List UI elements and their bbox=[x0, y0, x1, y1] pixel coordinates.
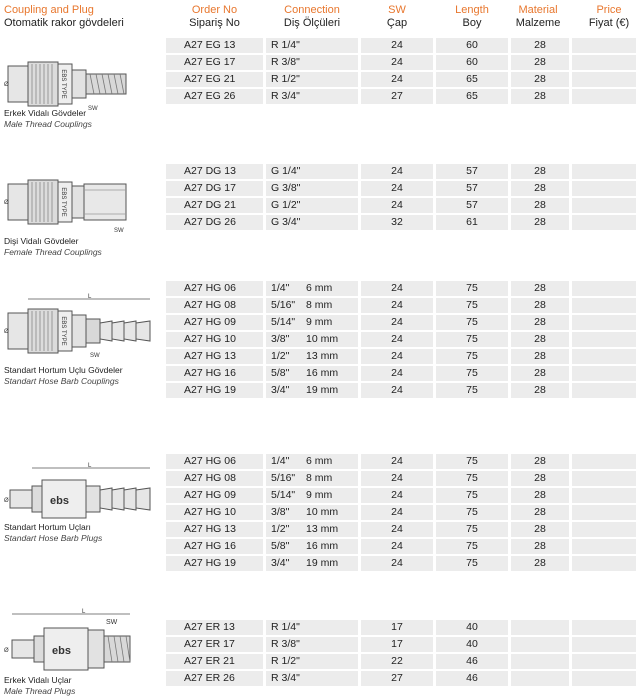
connection: R 3/4" bbox=[266, 89, 358, 104]
connection bbox=[266, 539, 358, 554]
caption-tr: Dişi Vidalı Gövdeler bbox=[4, 236, 79, 246]
connection bbox=[266, 349, 358, 364]
sw: 24 bbox=[361, 315, 433, 330]
material: 28 bbox=[511, 539, 569, 554]
length: 46 bbox=[436, 671, 508, 686]
sw: 24 bbox=[361, 505, 433, 520]
sw-label: SW bbox=[90, 353, 100, 359]
order-no: A27 HG 08 bbox=[166, 298, 263, 313]
material: 28 bbox=[511, 366, 569, 381]
connection-mm: 9 mm bbox=[306, 316, 333, 328]
order-no: A27 HG 10 bbox=[166, 505, 263, 520]
connection bbox=[266, 556, 358, 571]
caption-female-thread-couplings bbox=[4, 236, 102, 258]
header-sw-en: SW bbox=[388, 4, 406, 16]
table-row bbox=[166, 471, 636, 486]
order-no: A27 ER 17 bbox=[166, 637, 263, 652]
price bbox=[572, 539, 636, 554]
connection-inch: 5/8" bbox=[271, 540, 290, 552]
connection-mm: 13 mm bbox=[306, 350, 339, 362]
sw: 24 bbox=[361, 198, 433, 213]
connection-mm: 19 mm bbox=[306, 384, 339, 396]
connection-inch: 5/16" bbox=[271, 472, 296, 484]
header-material-en: Material bbox=[518, 4, 558, 16]
connection-inch: 5/14" bbox=[271, 489, 296, 501]
order-no: A27 DG 17 bbox=[166, 181, 263, 196]
price bbox=[572, 55, 636, 70]
price bbox=[572, 38, 636, 53]
connection-inch: 3/8" bbox=[271, 506, 290, 518]
length: 75 bbox=[436, 539, 508, 554]
header-order-en: Order No bbox=[191, 4, 238, 16]
connection bbox=[266, 505, 358, 520]
table-row bbox=[166, 198, 636, 213]
header-connection-en: Connection bbox=[284, 4, 340, 16]
connection bbox=[266, 332, 358, 347]
price bbox=[572, 349, 636, 364]
length: 75 bbox=[436, 332, 508, 347]
sw: 24 bbox=[361, 539, 433, 554]
diameter-label: Ø bbox=[4, 648, 9, 654]
table-row bbox=[166, 366, 636, 381]
brand-label: ebs bbox=[50, 495, 69, 507]
connection: R 1/4" bbox=[266, 620, 358, 635]
sw: 24 bbox=[361, 383, 433, 398]
order-no: A27 HG 13 bbox=[166, 522, 263, 537]
connection-inch: 1/2" bbox=[271, 350, 290, 362]
caption-en: Male Thread Couplings bbox=[4, 119, 92, 129]
price bbox=[572, 366, 636, 381]
sw-label: SW bbox=[114, 228, 124, 234]
length: 75 bbox=[436, 505, 508, 520]
table-row bbox=[166, 383, 636, 398]
connection bbox=[266, 281, 358, 296]
order-no: A27 ER 13 bbox=[166, 620, 263, 635]
length-label: L bbox=[88, 294, 92, 300]
table-row bbox=[166, 488, 636, 503]
material: 28 bbox=[511, 298, 569, 313]
connection-inch: 1/2" bbox=[271, 523, 290, 535]
connection-inch: 3/4" bbox=[271, 557, 290, 569]
table-row bbox=[166, 454, 636, 469]
connection-mm: 8 mm bbox=[306, 299, 333, 311]
connection-inch: 5/8" bbox=[271, 367, 290, 379]
table-row bbox=[166, 637, 636, 652]
caption-hose-barb-plugs bbox=[4, 522, 102, 544]
connection bbox=[266, 522, 358, 537]
price bbox=[572, 654, 636, 669]
material: 28 bbox=[511, 556, 569, 571]
table-row bbox=[166, 522, 636, 537]
connection-mm: 16 mm bbox=[306, 367, 339, 379]
diameter-label: Ø bbox=[4, 82, 9, 88]
header-connection-tr: Diş Ölçüleri bbox=[283, 17, 341, 29]
table-row bbox=[166, 539, 636, 554]
price bbox=[572, 488, 636, 503]
material bbox=[511, 637, 569, 652]
sw-label: SW bbox=[106, 619, 118, 626]
table-row bbox=[166, 505, 636, 520]
header-length-en: Length bbox=[455, 4, 489, 16]
connection: G 3/4" bbox=[266, 215, 358, 230]
connection: R 3/8" bbox=[266, 55, 358, 70]
sw: 24 bbox=[361, 471, 433, 486]
order-no: A27 HG 06 bbox=[166, 454, 263, 469]
length: 57 bbox=[436, 181, 508, 196]
table-row bbox=[166, 671, 636, 686]
material: 28 bbox=[511, 522, 569, 537]
length: 46 bbox=[436, 654, 508, 669]
section-hose-barb-plugs bbox=[0, 454, 641, 574]
caption-male-thread-couplings bbox=[4, 108, 92, 130]
order-no: A27 EG 13 bbox=[166, 38, 263, 53]
length: 75 bbox=[436, 471, 508, 486]
connection-mm: 13 mm bbox=[306, 523, 339, 535]
table-row bbox=[166, 281, 636, 296]
male-thread-plug-drawing bbox=[2, 606, 160, 678]
material: 28 bbox=[511, 181, 569, 196]
price bbox=[572, 383, 636, 398]
material: 28 bbox=[511, 505, 569, 520]
sw: 24 bbox=[361, 454, 433, 469]
order-no: A27 ER 21 bbox=[166, 654, 263, 669]
connection bbox=[266, 488, 358, 503]
connection-inch: 5/16" bbox=[271, 299, 296, 311]
material: 28 bbox=[511, 164, 569, 179]
header-order-tr: Sipariş No bbox=[189, 17, 240, 29]
connection: R 1/2" bbox=[266, 72, 358, 87]
connection-mm: 8 mm bbox=[306, 472, 333, 484]
connection-mm: 19 mm bbox=[306, 557, 339, 569]
header-product-en: Coupling and Plug bbox=[4, 4, 94, 16]
table-row bbox=[166, 315, 636, 330]
order-no: A27 DG 13 bbox=[166, 164, 263, 179]
sw: 24 bbox=[361, 281, 433, 296]
material: 28 bbox=[511, 488, 569, 503]
sw: 17 bbox=[361, 637, 433, 652]
length: 75 bbox=[436, 454, 508, 469]
length: 75 bbox=[436, 281, 508, 296]
sw: 24 bbox=[361, 522, 433, 537]
table-row bbox=[166, 89, 636, 104]
caption-en: Standart Hose Barb Couplings bbox=[4, 376, 119, 386]
connection bbox=[266, 366, 358, 381]
material: 28 bbox=[511, 215, 569, 230]
price bbox=[572, 620, 636, 635]
length-label: L bbox=[88, 463, 92, 469]
sw: 24 bbox=[361, 164, 433, 179]
connection-mm: 6 mm bbox=[306, 282, 333, 294]
table-row bbox=[166, 556, 636, 571]
header-price-tr: Fiyat (€) bbox=[588, 17, 630, 29]
material: 28 bbox=[511, 38, 569, 53]
header-sw-tr: Çap bbox=[386, 17, 408, 29]
brand-type-label: EBS TYPE bbox=[60, 316, 66, 346]
table-row bbox=[166, 349, 636, 364]
table-row bbox=[166, 215, 636, 230]
sw: 32 bbox=[361, 215, 433, 230]
table-row bbox=[166, 72, 636, 87]
sw: 27 bbox=[361, 89, 433, 104]
length: 75 bbox=[436, 366, 508, 381]
order-no: A27 HG 09 bbox=[166, 315, 263, 330]
sw: 24 bbox=[361, 349, 433, 364]
caption-en: Female Thread Couplings bbox=[4, 247, 102, 257]
length-label: L bbox=[82, 609, 86, 615]
diameter-label: Ø bbox=[4, 329, 9, 335]
header-order bbox=[166, 4, 263, 30]
length: 75 bbox=[436, 556, 508, 571]
section-male-thread-couplings bbox=[0, 38, 641, 138]
sw: 24 bbox=[361, 38, 433, 53]
price bbox=[572, 556, 636, 571]
connection-inch: 3/8" bbox=[271, 333, 290, 345]
price bbox=[572, 671, 636, 686]
price bbox=[572, 72, 636, 87]
material: 28 bbox=[511, 55, 569, 70]
sw-label: SW bbox=[88, 106, 98, 112]
price bbox=[572, 471, 636, 486]
length: 40 bbox=[436, 620, 508, 635]
sw: 24 bbox=[361, 488, 433, 503]
connection-inch: 5/14" bbox=[271, 316, 296, 328]
order-no: A27 HG 16 bbox=[166, 366, 263, 381]
connection bbox=[266, 315, 358, 330]
hose-barb-coupling-drawing bbox=[2, 293, 160, 365]
order-no: A27 HG 13 bbox=[166, 349, 263, 364]
order-no: A27 HG 08 bbox=[166, 471, 263, 486]
material: 28 bbox=[511, 281, 569, 296]
price bbox=[572, 332, 636, 347]
length: 60 bbox=[436, 55, 508, 70]
diameter-label: Ø bbox=[4, 498, 9, 504]
material: 28 bbox=[511, 471, 569, 486]
material bbox=[511, 654, 569, 669]
connection-mm: 16 mm bbox=[306, 540, 339, 552]
length: 57 bbox=[436, 198, 508, 213]
price bbox=[572, 454, 636, 469]
header-price bbox=[578, 4, 640, 30]
order-no: A27 EG 21 bbox=[166, 72, 263, 87]
table-row bbox=[166, 55, 636, 70]
caption-en: Male Thread Plugs bbox=[4, 686, 76, 696]
table-row bbox=[166, 164, 636, 179]
brand-type-label: EBS TYPE bbox=[60, 187, 66, 217]
header-material bbox=[505, 4, 571, 30]
table-row bbox=[166, 38, 636, 53]
material: 28 bbox=[511, 349, 569, 364]
price bbox=[572, 522, 636, 537]
header-price-en: Price bbox=[596, 4, 622, 16]
sw: 24 bbox=[361, 366, 433, 381]
length: 75 bbox=[436, 488, 508, 503]
length: 75 bbox=[436, 349, 508, 364]
caption-male-thread-plugs bbox=[4, 675, 75, 697]
sw: 24 bbox=[361, 298, 433, 313]
connection: R 1/4" bbox=[266, 38, 358, 53]
order-no: A27 HG 19 bbox=[166, 556, 263, 571]
caption-hose-barb-couplings bbox=[4, 365, 123, 387]
order-no: A27 DG 26 bbox=[166, 215, 263, 230]
section-male-thread-plugs bbox=[0, 609, 641, 699]
order-no: A27 EG 26 bbox=[166, 89, 263, 104]
price bbox=[572, 298, 636, 313]
length: 57 bbox=[436, 164, 508, 179]
connection-mm: 9 mm bbox=[306, 489, 333, 501]
price bbox=[572, 281, 636, 296]
connection-inch: 1/4" bbox=[271, 455, 290, 467]
caption-en: Standart Hose Barb Plugs bbox=[4, 533, 103, 543]
brand-type-label: EBS TYPE bbox=[60, 69, 66, 99]
table-row bbox=[166, 620, 636, 635]
material: 28 bbox=[511, 72, 569, 87]
price bbox=[572, 89, 636, 104]
length: 75 bbox=[436, 383, 508, 398]
hose-barb-plug-drawing bbox=[2, 460, 160, 526]
header-connection bbox=[266, 4, 358, 30]
length: 65 bbox=[436, 89, 508, 104]
connection: R 1/2" bbox=[266, 654, 358, 669]
table-row bbox=[166, 332, 636, 347]
connection: R 3/8" bbox=[266, 637, 358, 652]
header-length-tr: Boy bbox=[462, 17, 482, 29]
order-no: A27 HG 06 bbox=[166, 281, 263, 296]
order-no: A27 HG 09 bbox=[166, 488, 263, 503]
price bbox=[572, 181, 636, 196]
price bbox=[572, 215, 636, 230]
connection-mm: 6 mm bbox=[306, 455, 333, 467]
sw: 24 bbox=[361, 181, 433, 196]
connection bbox=[266, 383, 358, 398]
connection-mm: 10 mm bbox=[306, 333, 339, 345]
length: 40 bbox=[436, 637, 508, 652]
material: 28 bbox=[511, 383, 569, 398]
order-no: A27 HG 19 bbox=[166, 383, 263, 398]
brand-label: ebs bbox=[52, 645, 71, 657]
male-thread-coupling-drawing bbox=[2, 56, 160, 114]
sw: 24 bbox=[361, 332, 433, 347]
length: 60 bbox=[436, 38, 508, 53]
order-no: A27 HG 10 bbox=[166, 332, 263, 347]
order-no: A27 EG 17 bbox=[166, 55, 263, 70]
price bbox=[572, 164, 636, 179]
price bbox=[572, 315, 636, 330]
price bbox=[572, 505, 636, 520]
table-row bbox=[166, 654, 636, 669]
connection: G 3/8" bbox=[266, 181, 358, 196]
connection: R 3/4" bbox=[266, 671, 358, 686]
caption-tr: Erkek Vidalı Gövdeler bbox=[4, 108, 87, 118]
connection bbox=[266, 471, 358, 486]
connection bbox=[266, 298, 358, 313]
price bbox=[572, 198, 636, 213]
material bbox=[511, 620, 569, 635]
header-sw bbox=[361, 4, 433, 30]
sw: 24 bbox=[361, 556, 433, 571]
order-no: A27 HG 16 bbox=[166, 539, 263, 554]
section-hose-barb-couplings bbox=[0, 281, 641, 401]
caption-tr: Standart Hortum Uçları bbox=[4, 522, 91, 532]
length: 65 bbox=[436, 72, 508, 87]
material bbox=[511, 671, 569, 686]
connection-inch: 1/4" bbox=[271, 282, 290, 294]
length: 75 bbox=[436, 298, 508, 313]
connection-inch: 3/4" bbox=[271, 384, 290, 396]
sw: 17 bbox=[361, 620, 433, 635]
material: 28 bbox=[511, 315, 569, 330]
order-no: A27 DG 21 bbox=[166, 198, 263, 213]
caption-tr: Standart Hortum Uçlu Gövdeler bbox=[4, 365, 123, 375]
header-material-tr: Malzeme bbox=[515, 17, 561, 29]
table-row bbox=[166, 298, 636, 313]
connection bbox=[266, 454, 358, 469]
material: 28 bbox=[511, 198, 569, 213]
sw: 24 bbox=[361, 55, 433, 70]
sw: 22 bbox=[361, 654, 433, 669]
length: 61 bbox=[436, 215, 508, 230]
material: 28 bbox=[511, 454, 569, 469]
connection: G 1/2" bbox=[266, 198, 358, 213]
sw: 24 bbox=[361, 72, 433, 87]
section-female-thread-couplings bbox=[0, 164, 641, 264]
table-row bbox=[166, 181, 636, 196]
caption-tr: Erkek Vidalı Uçlar bbox=[4, 675, 72, 685]
material: 28 bbox=[511, 332, 569, 347]
order-no: A27 ER 26 bbox=[166, 671, 263, 686]
connection: G 1/4" bbox=[266, 164, 358, 179]
connection-mm: 10 mm bbox=[306, 506, 339, 518]
material: 28 bbox=[511, 89, 569, 104]
sw: 27 bbox=[361, 671, 433, 686]
header-product bbox=[4, 4, 124, 30]
length: 75 bbox=[436, 315, 508, 330]
diameter-label: Ø bbox=[4, 200, 9, 206]
price bbox=[572, 637, 636, 652]
header-length bbox=[436, 4, 508, 30]
header-product-tr: Otomatik rakor gövdeleri bbox=[4, 17, 124, 29]
female-thread-coupling-drawing bbox=[2, 174, 160, 236]
length: 75 bbox=[436, 522, 508, 537]
